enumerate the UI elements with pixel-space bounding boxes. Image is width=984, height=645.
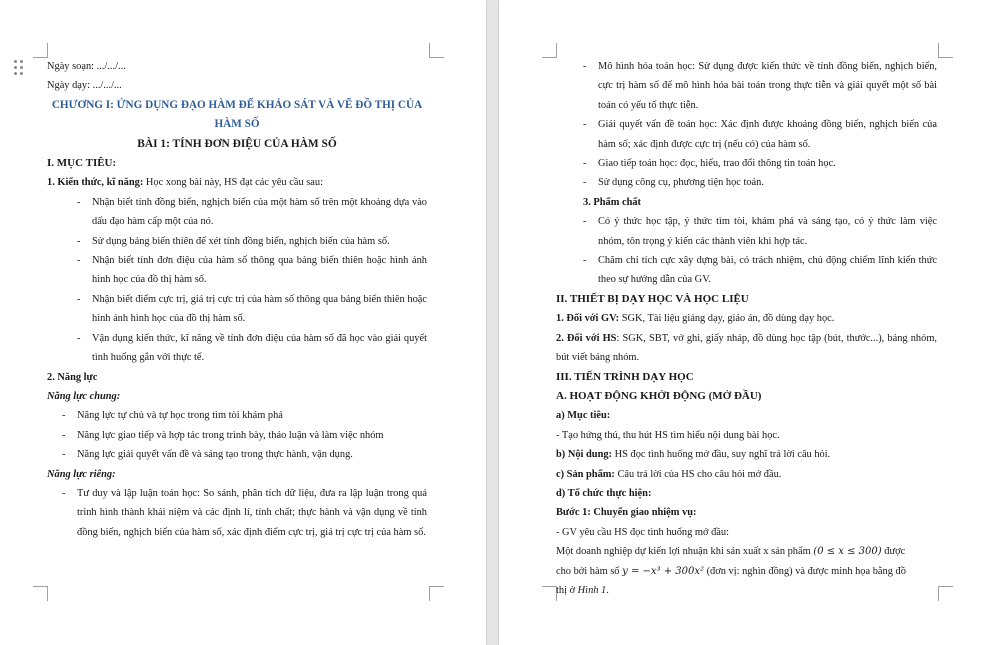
competence-label: 2. Năng lực	[47, 371, 98, 383]
page-left-text[interactable]	[47, 57, 427, 542]
general-competence-list	[47, 406, 427, 464]
list-item: - Nhận biết điểm cực trị, giá trị cực trị của hàm số thông qua bảng biến thiên hoặc hình ảnh hình học của đồ thị hàm số.	[77, 293, 427, 325]
move-handle-icon[interactable]	[14, 60, 24, 76]
organization-label: d) Tổ chức thực hiện:	[556, 487, 652, 499]
product-paragraph	[556, 465, 937, 484]
general-competence-label: Năng lực chung:	[47, 390, 121, 402]
problem-line-3: thị ở Hình 1.	[556, 584, 609, 596]
step1-label: Bước 1: Chuyển giao nhiệm vụ:	[556, 507, 697, 519]
date-taught: Ngày dạy: .../.../...	[47, 80, 122, 92]
goal-text: - Tạo hứng thú, thu hút HS tìm hiểu nội dung bài học.	[556, 429, 780, 441]
section-process: III. TIẾN TRÌNH DẠY HỌC	[556, 370, 694, 383]
margin-mark-top-left	[542, 43, 557, 58]
quality-label: 3. Phẩm chất	[583, 196, 642, 208]
list-item: - Mô hình hóa toán học: Sử dụng được kiến thức về tính đồng biến, nghịch biến, cực trị hàm số để mô hình hóa bài toán trong thực tiễn và giải quyết một số bài toán có yếu tố thực tiễn.	[583, 61, 937, 111]
document-page-right[interactable]	[499, 0, 984, 645]
student-text: : SGK, SBT, vở ghi, giấy nháp, đồ dùng học tập (bút, thước...), bảng nhóm, bút viết bảng nhóm.	[556, 332, 938, 364]
student-paragraph	[556, 329, 937, 368]
margin-mark-top-right	[429, 43, 444, 58]
list-item: - Sử dụng bảng biến thiên để xét tính đồng biến, nghịch biến của hàm số.	[77, 235, 390, 247]
page-right-text[interactable]	[556, 57, 937, 600]
product-label: c) Sản phẩm:	[556, 468, 615, 480]
list-item: - Tư duy và lập luận toán học: So sánh, phân tích dữ liệu, đưa ra lập luận trong quá trình hình thành khái niệm và các định lí, tính chất; thực hành và vận dụng về tính đồng biến, nghịch biến của hàm số, xác định điểm cực trị, giá trị cực trị của hàm số.	[62, 487, 427, 538]
list-item: - Chăm chỉ tích cực xây dựng bài, có trách nhiệm, chủ động chiếm lĩnh kiến thức theo sự hướng dẫn của GV.	[583, 255, 937, 286]
date-prepared: Ngày soạn: .../.../...	[47, 61, 126, 72]
list-item: - Nhận biết tính đồng biến, nghịch biến của một hàm số trên một khoảng dựa vào dấu đạo hàm cấp một của nó.	[77, 196, 427, 228]
quality-list	[556, 212, 937, 290]
knowledge-list	[47, 193, 427, 368]
domain-inequality: (0 ≤ x ≤ 300)	[813, 546, 882, 558]
list-item: - Năng lực giải quyết vấn đề và sáng tạo trong thực hành, vận dụng.	[62, 449, 353, 461]
margin-mark-bottom-right	[429, 586, 444, 601]
knowledge-paragraph	[47, 173, 427, 192]
margin-mark-bottom-left	[33, 586, 48, 601]
goal-label: a) Mục tiêu:	[556, 410, 611, 422]
problem-line-1: Một doanh nghiệp dự kiến lợi nhuận khi sản xuất x sản phẩm (0 ≤ x ≤ 300) được	[556, 546, 906, 558]
student-label: 2. Đối với HS	[556, 332, 617, 344]
list-item: - Năng lực giao tiếp và hợp tác trong trình bày, thảo luận và làm việc nhóm	[62, 429, 384, 441]
specific-competence-list-cont	[556, 57, 937, 193]
list-item: - Giao tiếp toán học: đọc, hiểu, trao đổi thông tin toán học.	[583, 158, 836, 170]
teacher-text: SGK, Tài liệu giảng dạy, giáo án, đồ dùng dạy học.	[619, 313, 835, 325]
content-text: HS đọc tình huống mở đầu, suy nghĩ trả lời câu hỏi.	[612, 449, 831, 461]
activity-title: A. HOẠT ĐỘNG KHỞI ĐỘNG (MỞ ĐẦU)	[556, 389, 762, 402]
specific-competence-list	[47, 484, 427, 542]
content-label: b) Nội dung:	[556, 449, 613, 461]
chapter-title-line1: CHƯƠNG I: ỨNG DỤNG ĐẠO HÀM ĐỂ KHẢO SÁT VÀ VẼ ĐỒ THỊ CỦA	[51, 98, 423, 111]
section-objectives: I. MỤC TIÊU:	[47, 157, 117, 170]
product-text: Câu trả lời của HS cho câu hỏi mở đầu.	[614, 468, 782, 480]
teacher-label: 1. Đối với GV:	[556, 313, 620, 325]
margin-mark-top-left	[33, 43, 48, 58]
figure-reference: Hình 1	[577, 584, 607, 596]
profit-function: y = −x³ + 300x²	[622, 565, 704, 577]
list-item: - Nhận biết tính đơn điệu của hàm số thông qua bảng biến thiên hoặc hình ảnh hình học của đồ thị hàm số.	[77, 255, 427, 286]
margin-mark-top-right	[938, 43, 953, 58]
chapter-title-line2: HÀM SỐ	[214, 118, 260, 131]
document-page-left[interactable]	[0, 0, 486, 645]
page-gap	[486, 0, 499, 645]
content-paragraph	[556, 445, 937, 464]
knowledge-label: 1. Kiến thức, kĩ năng:	[47, 177, 144, 189]
problem-line-2: cho bởi hàm số y = −x³ + 300x² (đơn vị: nghìn đồng) và được minh họa bằng đồ	[556, 565, 906, 577]
margin-mark-bottom-right	[938, 586, 953, 601]
specific-competence-label: Năng lực riêng:	[47, 468, 116, 480]
margin-mark-bottom-left	[542, 586, 557, 601]
lesson-title: BÀI 1: TÍNH ĐƠN ĐIỆU CỦA HÀM SỐ	[137, 137, 337, 150]
list-item: - Có ý thức học tập, ý thức tìm tòi, khám phá và sáng tạo, có ý thức làm việc nhóm, tôn trọng ý kiến các thành viên khi hợp tác.	[583, 216, 937, 247]
list-item: - Giải quyết vấn đề toán học: Xác định được khoảng đồng biến, nghịch biến của hàm số; xác định được cực trị (nếu có) của hàm số.	[583, 119, 937, 150]
list-item: - Sử dụng công cụ, phương tiện học toán.	[583, 177, 764, 189]
list-item: - Vận dụng kiến thức, kĩ năng về tính đơn điệu của hàm số đã học vào giải quyết tình huống gắn với thực tế.	[77, 332, 427, 364]
list-item: - Năng lực tự chủ và tự học trong tìm tòi khám phá	[62, 410, 283, 422]
section-equipment: II. THIẾT BỊ DẠY HỌC VÀ HỌC LIỆU	[556, 292, 749, 305]
step1-text: - GV yêu cầu HS đọc tình huống mở đầu:	[556, 526, 729, 538]
knowledge-intro: Học xong bài này, HS đạt các yêu cầu sau:	[143, 177, 323, 189]
teacher-paragraph	[556, 309, 937, 328]
